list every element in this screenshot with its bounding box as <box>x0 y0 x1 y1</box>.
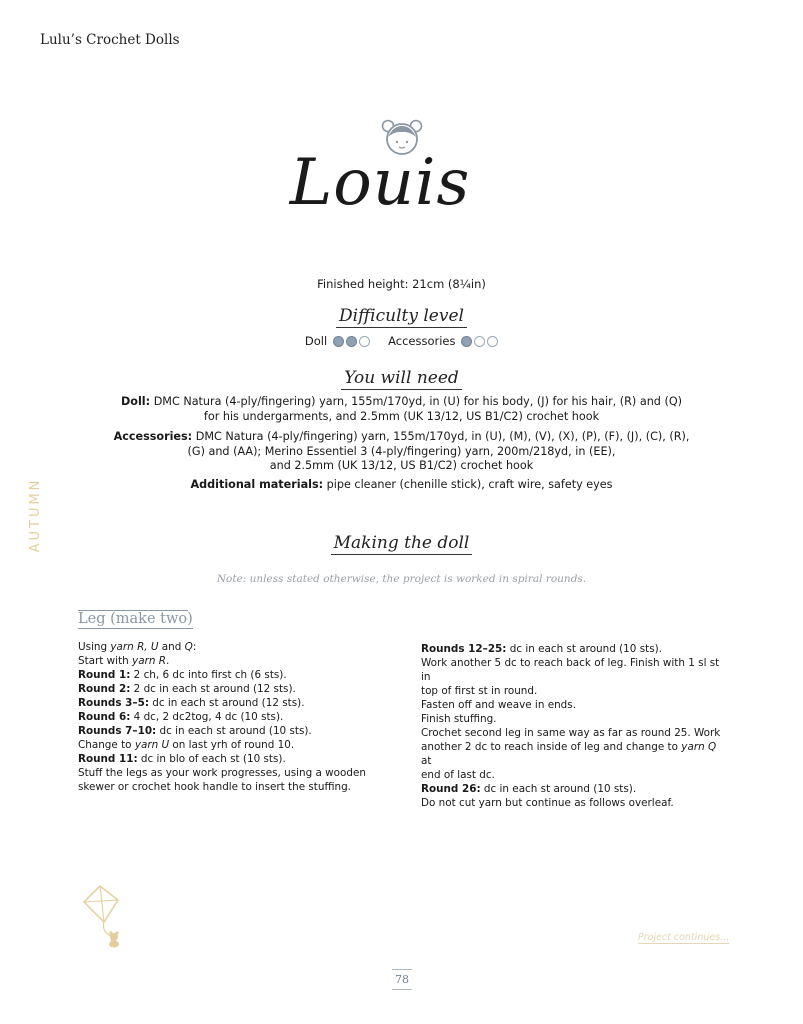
difficulty-accessories-rating <box>459 334 498 348</box>
page-rule-bottom <box>392 989 412 990</box>
work-line-2: top of first st in round. <box>421 685 538 697</box>
need-acc-text-3: and 2.5mm (UK 13/12, US B1/C2) crochet hook <box>269 459 534 472</box>
difficulty-row <box>60 334 743 348</box>
difficulty-heading-wrap <box>60 306 743 328</box>
leg-instructions-left <box>78 640 368 794</box>
project-continues: Project continues... <box>638 932 730 943</box>
project-title: Louis <box>289 146 471 220</box>
second-line-1: Crochet second leg in same way as far as round 25. Work <box>421 727 721 739</box>
fasten-line: Fasten off and weave in ends. <box>421 699 576 711</box>
finished-height: Finished height: 21cm (8¼in) <box>317 277 486 291</box>
continue-line: Do not cut yarn but continue as follows overleaf. <box>421 797 674 809</box>
round-1: Round 1: 2 ch, 6 dc into first ch (6 sts). <box>78 669 287 681</box>
difficulty-doll-label: Doll <box>304 334 328 348</box>
second-line-2: another 2 dc to reach inside of leg and change to yarn Q at <box>421 741 717 767</box>
need-heading: You will need <box>341 368 462 390</box>
stuff-line-1: Stuff the legs as your work progresses, using a wooden <box>78 767 366 779</box>
round-2: Round 2: 2 dc in each st around (12 sts). <box>78 683 296 695</box>
rounds-3-5: Rounds 3–5: dc in each st around (12 sts). <box>78 697 305 709</box>
need-doll <box>60 395 743 424</box>
need-additional <box>60 478 743 493</box>
yarn-ball-icon <box>359 336 370 347</box>
yarn-ball-icon <box>333 336 344 347</box>
need-acc-text-2: (G) and (AA); Merino Essentiel 3 (4-ply/fingering) yarn, 200m/218yd, in (EE), <box>187 444 616 458</box>
stuff-line-2: skewer or crochet hook handle to insert the stuffing. <box>78 781 351 793</box>
yarn-ball-icon <box>346 336 357 347</box>
yarn-ball-icon <box>487 336 498 347</box>
need-doll-label: Doll: <box>121 395 151 408</box>
page-number: 78 <box>395 973 409 986</box>
finish-line: Finish stuffing. <box>421 713 497 725</box>
need-accessories <box>60 430 743 474</box>
rounds-12-25: Rounds 12–25: dc in each st around (10 sts). <box>421 643 662 655</box>
page-rule-top <box>392 969 412 970</box>
second-line-3: end of last dc. <box>421 769 495 781</box>
need-add-label: Additional materials: <box>190 478 324 491</box>
round-6: Round 6: 4 dc, 2 dc2tog, 4 dc (10 sts). <box>78 711 284 723</box>
difficulty-accessories-label: Accessories <box>388 334 456 348</box>
kite-bear-icon <box>78 882 130 948</box>
need-doll-text-1: DMC Natura (4-ply/fingering) yarn, 155m/170yd, in (U) for his body, (J) for his hair, (R) and (Q) <box>153 395 682 408</box>
leg-heading: Leg (make two) <box>78 611 193 627</box>
need-acc-text-1: DMC Natura (4-ply/fingering) yarn, 155m/170yd, in (U), (M), (V), (X), (P), (F), (J), (C), (R), <box>195 430 690 443</box>
round-26: Round 26: dc in each st around (10 sts). <box>421 783 637 795</box>
making-heading-wrap <box>60 533 743 555</box>
making-heading: Making the doll <box>331 533 473 555</box>
start-line: Start with yarn R. <box>78 655 170 667</box>
round-11: Round 11: dc in blo of each st (10 sts). <box>78 753 286 765</box>
work-line-1: Work another 5 dc to reach back of leg. Finish with 1 sl st in <box>421 657 720 683</box>
season-side-label <box>15 470 53 560</box>
series-title: Lulu’s Crochet Dolls <box>40 32 180 48</box>
need-acc-label: Accessories: <box>113 430 193 443</box>
need-heading-wrap <box>60 368 743 390</box>
need-doll-text-2: for his undergarments, and 2.5mm (UK 13/12, US B1/C2) crochet hook <box>203 409 600 423</box>
difficulty-doll-rating <box>331 334 374 348</box>
using-line: Using yarn R, U and Q: <box>78 641 197 653</box>
spiral-note: Note: unless stated otherwise, the project is worked in spiral rounds. <box>216 573 587 585</box>
season-text: AUTUMN <box>28 477 43 553</box>
difficulty-heading: Difficulty level <box>336 306 467 328</box>
leg-instructions-right <box>421 642 721 810</box>
need-add-text: pipe cleaner (chenille stick), craft wire, safety eyes <box>326 478 613 491</box>
change-line: Change to yarn U on last yrh of round 10. <box>78 739 295 751</box>
yarn-ball-icon <box>474 336 485 347</box>
rounds-7-10: Rounds 7–10: dc in each st around (10 sts). <box>78 725 312 737</box>
yarn-ball-icon <box>461 336 472 347</box>
